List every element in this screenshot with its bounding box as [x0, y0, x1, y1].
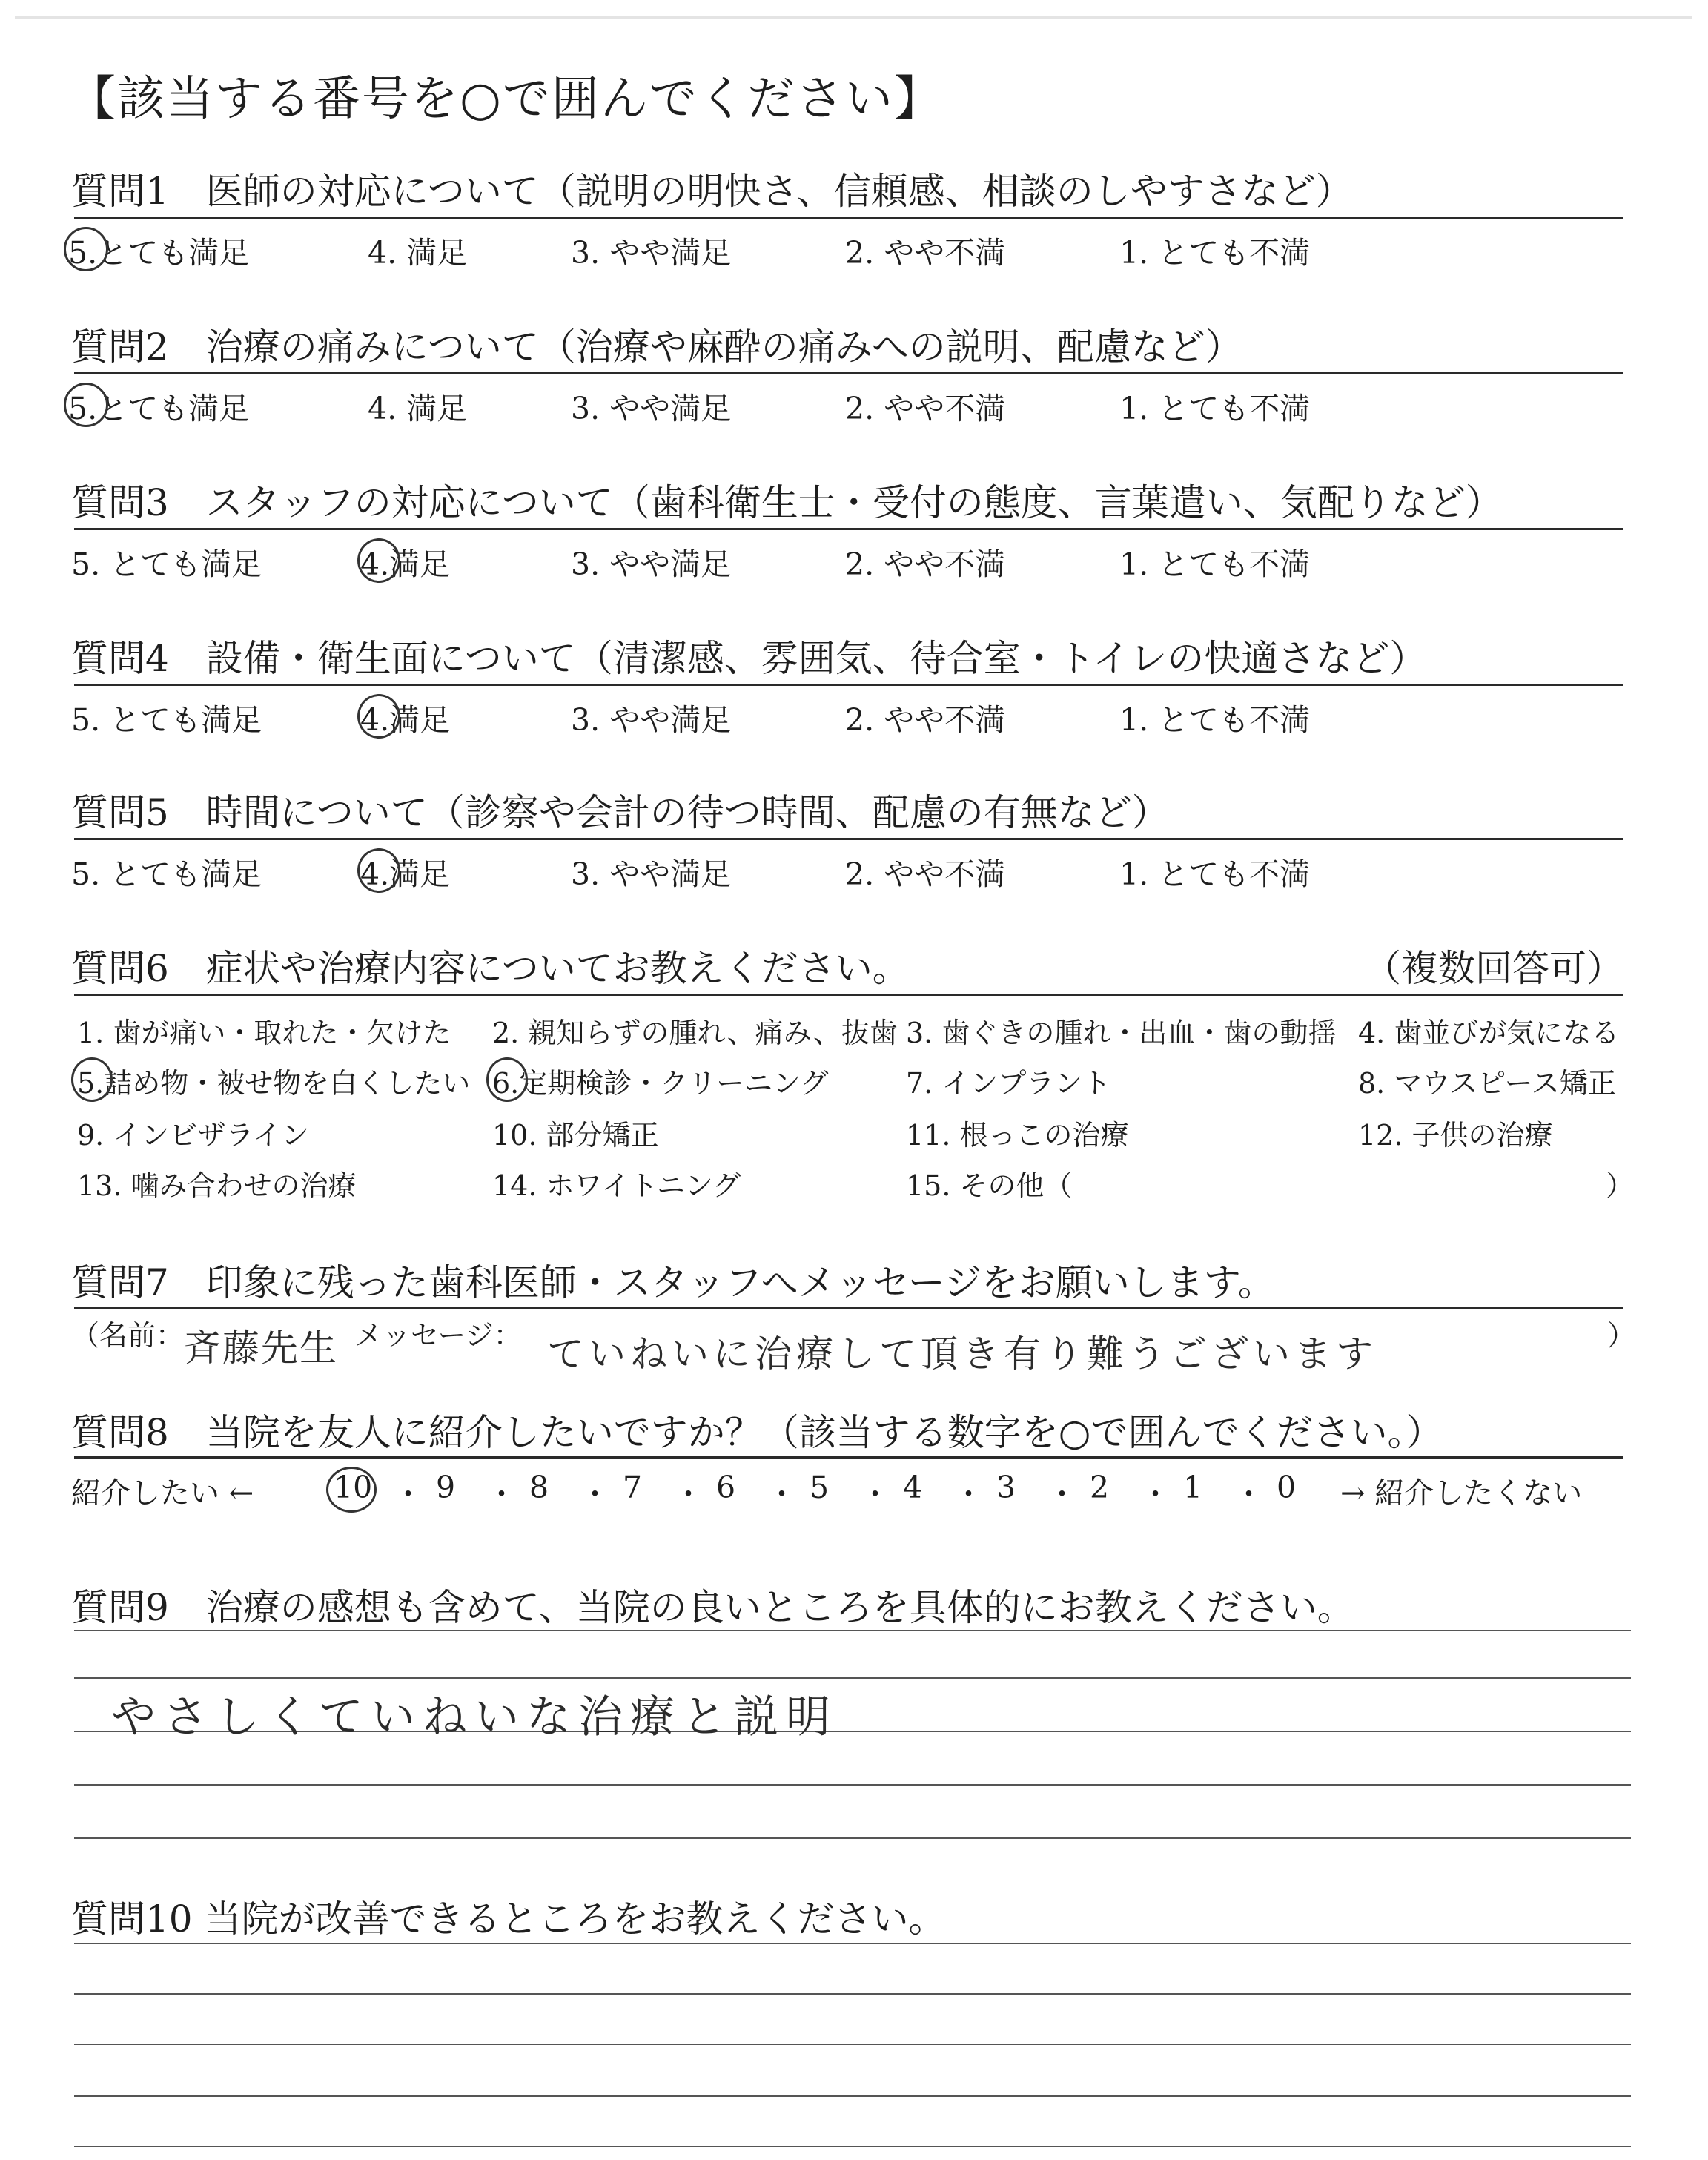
q3-option-3[interactable]: 3. やや満足: [571, 546, 732, 582]
q6-item-5[interactable]: 5.詰め物・被せ物を白くしたい: [77, 1060, 470, 1101]
q5-option-2[interactable]: 2. やや不満: [845, 856, 1006, 892]
q9-line-1: [74, 1630, 1631, 1631]
q4-option-3[interactable]: 3. やや満足: [571, 702, 732, 738]
q8-dot: ・: [767, 1476, 797, 1512]
q7-name-label: （名前：: [71, 1319, 185, 1352]
q8-rule: [74, 1456, 1623, 1459]
q8-scale-8[interactable]: 8: [529, 1470, 549, 1505]
q6-title: 質問6 症状や治療内容についてお教えください。: [71, 947, 910, 990]
q9-title: 質問9 治療の感想も含めて、当院の良いところを具体的にお教えください。: [71, 1586, 1354, 1629]
q7-name-value[interactable]: 斉藤先生: [184, 1327, 338, 1370]
q6-item-6[interactable]: 6.定期検診・クリーニング: [492, 1060, 829, 1101]
q8-scale-9[interactable]: 9: [436, 1470, 456, 1505]
q5-rule: [74, 838, 1623, 840]
q5-selected-circle: [357, 848, 400, 893]
q8-selected-circle: [326, 1467, 377, 1513]
q6-note: （複数回答可）: [1364, 947, 1623, 990]
q8-dot: ・: [1140, 1476, 1171, 1512]
q2-option-1[interactable]: 1. とても不満: [1119, 391, 1311, 426]
q2-option-4[interactable]: 4. 満足: [368, 391, 468, 426]
q3-option-5[interactable]: 5. とても満足: [71, 546, 262, 582]
q6-item-9[interactable]: 9. インビザライン: [77, 1119, 310, 1152]
q4-rule: [74, 684, 1623, 686]
q3-option-1[interactable]: 1. とても不満: [1119, 546, 1311, 582]
q8-dot: ・: [393, 1476, 423, 1512]
q10-line-3: [74, 2044, 1631, 2045]
q9-line-5: [74, 1837, 1631, 1839]
q10-line-5: [74, 2146, 1631, 2147]
q5-option-5[interactable]: 5. とても満足: [71, 856, 262, 892]
q5-option-4[interactable]: 4.満足: [360, 850, 450, 894]
q9-line-4: [74, 1784, 1631, 1786]
q8-dot: ・: [953, 1476, 984, 1512]
q6-item-15-close: ）: [1606, 1169, 1635, 1202]
q8-right-label: → 紹介したくない: [1340, 1476, 1583, 1510]
q4-option-2[interactable]: 2. やや不満: [845, 702, 1006, 738]
q8-scale-0[interactable]: 0: [1277, 1470, 1297, 1505]
q10-line-4: [74, 2095, 1631, 2097]
q7-close-paren: ）: [1607, 1319, 1636, 1352]
q7-rule: [74, 1307, 1623, 1309]
q6-item-3[interactable]: 3. 歯ぐきの腫れ・出血・歯の動揺: [906, 1017, 1337, 1049]
q6-item-11[interactable]: 11. 根っこの治療: [906, 1119, 1129, 1152]
q8-scale-5[interactable]: 5: [810, 1470, 830, 1505]
q10-line-2: [74, 1993, 1631, 1995]
q8-dot: ・: [580, 1476, 610, 1512]
q7-message-label: メッセージ：: [354, 1319, 522, 1352]
q8-scale-10[interactable]: 10: [334, 1470, 372, 1505]
q6-item-2[interactable]: 2. 親知らずの腫れ、痛み、抜歯: [492, 1017, 898, 1049]
q5-title: 質問5 時間について（診察や会計の待つ時間、配慮の有無など）: [71, 791, 1169, 834]
q3-selected-circle: [357, 538, 400, 583]
q10-title: 質問10 当院が改善できるところをお教えください。: [71, 1898, 946, 1941]
q3-rule: [74, 528, 1623, 530]
q1-option-5[interactable]: 5.とても満足: [68, 228, 249, 272]
q1-rule: [74, 217, 1623, 219]
q6-item-5-circle: [71, 1057, 113, 1102]
q4-title: 質問4 設備・衛生面について（清潔感、雰囲気、待合室・トイレの快適さなど）: [71, 637, 1427, 680]
q6-rule: [74, 994, 1623, 996]
q4-option-1[interactable]: 1. とても不満: [1119, 702, 1311, 738]
q8-scale-6[interactable]: 6: [716, 1470, 736, 1505]
q7-message-value[interactable]: ていねいに治療して頂き有り難うございます: [547, 1332, 1377, 1375]
q1-option-1[interactable]: 1. とても不満: [1119, 235, 1311, 271]
q8-scale-3[interactable]: 3: [996, 1470, 1016, 1505]
q6-item-14[interactable]: 14. ホワイトニング: [492, 1169, 741, 1202]
page-title: 【該当する番号を○で囲んでください】: [68, 72, 943, 127]
q9-answer[interactable]: やさしくていねいな治療と説明: [111, 1691, 838, 1743]
q6-item-1[interactable]: 1. 歯が痛い・取れた・欠けた: [77, 1017, 451, 1049]
q8-dot: ・: [860, 1476, 890, 1512]
q5-option-1[interactable]: 1. とても不満: [1119, 856, 1311, 892]
top-border: [15, 16, 1692, 19]
q2-option-2[interactable]: 2. やや不満: [845, 391, 1006, 426]
q3-option-4[interactable]: 4.満足: [360, 540, 450, 584]
q8-scale-2[interactable]: 2: [1090, 1470, 1110, 1505]
q2-option-5[interactable]: 5.とても満足: [68, 384, 249, 428]
q6-item-8[interactable]: 8. マウスピース矯正: [1358, 1067, 1616, 1100]
q5-option-3[interactable]: 3. やや満足: [571, 856, 732, 892]
q3-title: 質問3 スタッフの対応について（歯科衛生士・受付の態度、言葉遣い、気配りなど）: [71, 481, 1503, 524]
q6-item-12[interactable]: 12. 子供の治療: [1358, 1119, 1553, 1152]
q2-selected-circle: [64, 383, 108, 427]
q1-option-2[interactable]: 2. やや不満: [845, 235, 1006, 271]
q9-line-2: [74, 1677, 1631, 1679]
q2-rule: [74, 372, 1623, 374]
q2-title: 質問2 治療の痛みについて（治療や麻酔の痛みへの説明、配慮など）: [71, 326, 1242, 369]
q3-option-2[interactable]: 2. やや不満: [845, 546, 1006, 582]
q8-scale-7[interactable]: 7: [623, 1470, 643, 1505]
q8-left-label: 紹介したい ←: [71, 1476, 254, 1510]
q4-selected-circle: [357, 694, 400, 739]
q1-option-3[interactable]: 3. やや満足: [571, 235, 732, 271]
q6-item-7[interactable]: 7. インプラント: [906, 1067, 1111, 1100]
q1-selected-circle: [64, 227, 108, 271]
q7-title: 質問7 印象に残った歯科医師・スタッフへメッセージをお願いします。: [71, 1261, 1275, 1304]
q2-option-3[interactable]: 3. やや満足: [571, 391, 732, 426]
q8-dot: ・: [1234, 1476, 1264, 1512]
q6-item-13[interactable]: 13. 噛み合わせの治療: [77, 1169, 357, 1202]
q6-item-6-circle: [486, 1057, 528, 1102]
q1-title: 質問1 医師の対応について（説明の明快さ、信頼感、相談のしやすさなど）: [71, 170, 1353, 213]
q4-option-5[interactable]: 5. とても満足: [71, 702, 262, 738]
q8-scale-4[interactable]: 4: [903, 1470, 923, 1505]
q10-line-1: [74, 1943, 1631, 1944]
q6-item-15[interactable]: 15. その他（: [906, 1169, 1073, 1202]
q8-title: 質問8 当院を友人に紹介したいですか？（該当する数字を○で囲んでください。）: [71, 1411, 1443, 1454]
q4-option-4[interactable]: 4.満足: [360, 696, 450, 739]
q8-dot: ・: [486, 1476, 517, 1512]
q6-item-4[interactable]: 4. 歯並びが気になる: [1358, 1017, 1620, 1049]
q8-dot: ・: [1047, 1476, 1077, 1512]
q6-item-10[interactable]: 10. 部分矯正: [492, 1119, 659, 1152]
q1-option-4[interactable]: 4. 満足: [368, 235, 468, 271]
q8-scale-1[interactable]: 1: [1183, 1470, 1203, 1505]
q8-dot: ・: [673, 1476, 704, 1512]
